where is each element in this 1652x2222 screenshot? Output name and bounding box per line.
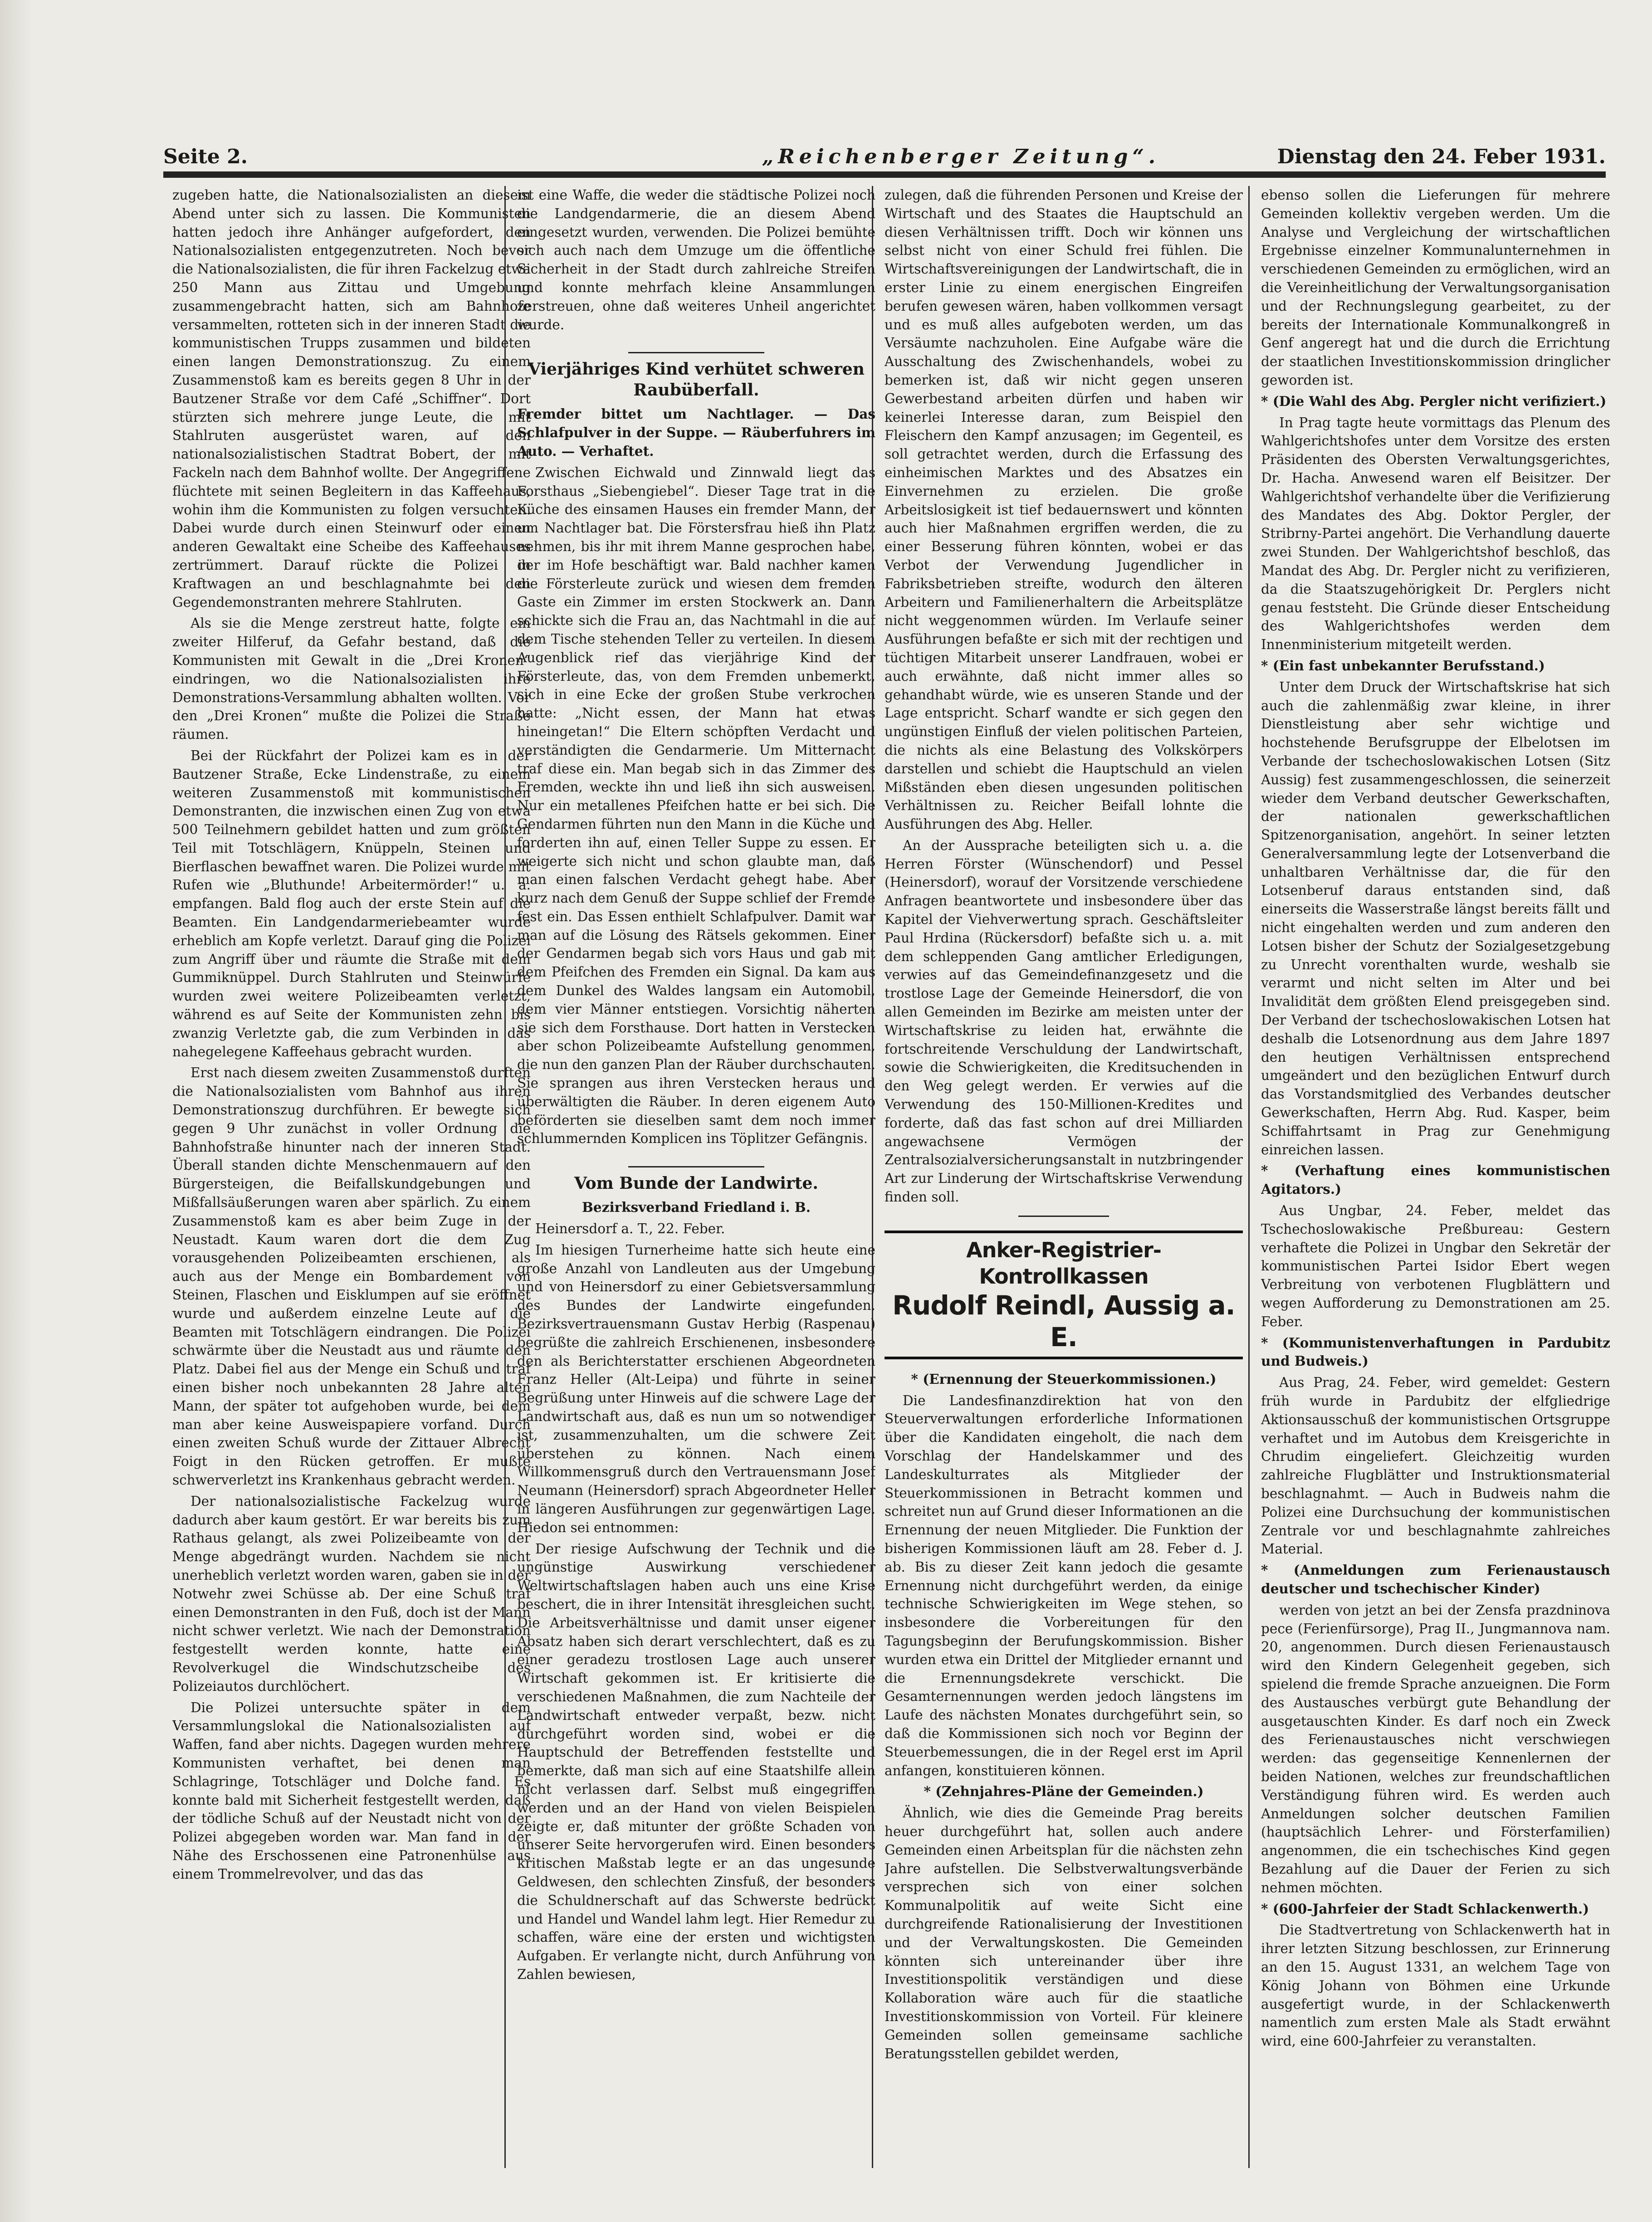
article-paragraph: Zwischen Eichwald und Zinnwald liegt das Forsthaus „Siebengiebel“. Dieser Tage trat in die Küche des einsamen Hauses ein fremder Mann, der um Nachtlager bat. Die Förstersfrau hieß ihn Platz nehmen, bis ihr mit ihrem Manne gesprochen habe, der im Hofe beschäftigt war. Bald nachher kamen die Försterleute zurück und wiesen dem fremden Gaste ein Zimmer im ersten Stockwerk an. Dann schickte sich die Frau an, das Nachtmahl in die auf dem Tische stehenden Teller zu verteilen. In diesem Augenblick rief das vierjährige Kind der Försterleute, das, von dem Fremden unbemerkt, sich in eine Ecke der großen Stube verkrochen hatte: „Nicht essen, der Mann hat etwas hineingetan!“ Die Eltern schöpften Verdacht und verständigten die Gendarmerie. Um Mitternacht traf diese ein. Man begab sich in das Zimmer des Fremden, weckte ihn und ließ ihn sich ausweisen. Nur ein metallenes Pfeifchen hatte er bei sich. Die Gendarmen führten nun den Mann in die Küche und forderten ihn auf, einen Teller Suppe zu essen. Er weigerte sich nicht und schon glaubte man, daß man einen falschen Verdacht gehegt habe. Aber kurz nach dem Genuß der Suppe schlief der Fremde fest ein. Das Essen enthielt Schlafpulver. Damit war man auf die Lösung des Rätsels gekommen. Einer der Gendarmen begab sich vors Haus und gab mit dem Pfeifchen des Fremden ein Signal. Da kam aus dem Dunkel des Waldes langsam ein Automobil, dem vier Männer entstiegen. Vorsichtig näherten sie sich dem Forsthause. Dort hatten in Verstecken aber schon Polizeibeamte Aufstellung genommen, die nun den ganzen Plan der Räuber durchschauten. Sie sprangen aus ihren Verstecken heraus und überwältigten die Räuber. In deren eigenem Auto beförderten sie dieselben samt dem noch immer schlummernden Komplicen ins Töplitzer Gefängnis. — [517, 464, 875, 1147]
column-1 — [172, 186, 531, 2159]
news-heading: * (Kommunistenverhaftungen in Pardubitz und Budweis.) — [1261, 1334, 1610, 1369]
article-paragraph: In Prag tagte heute vormittags das Plenum des Wahlgerichtshofes unter dem Vorsitze des ersten Präsidenten des Obersten Verwaltungsgerichtes, Dr. Hacha. Anwesend waren elf Beisitzer. Der Wahlgerichtshof verhandelte über die Verifizierung des Mandates des Abg. Doktor Pergler, der Stribrny-Partei angehört. Die Verhandlung dauerte zwei Stunden. Der Wahlgerichtshof beschloß, das Mandat des Abg. Dr. Pergler nicht zu verifizieren, da die Staatszugehörigkeit Dr. Perglers nicht genau feststeht. Die Gründe dieser Entscheidung des Wahlgerichtshofes werden dem Innenministerium mitgeteilt werden. — [1261, 415, 1610, 653]
news-heading: * (Zehnjahres-Pläne der Gemeinden.) — [924, 1783, 1204, 1800]
section-divider — [1018, 1216, 1109, 1217]
heading-rule — [628, 352, 764, 353]
news-heading: * (600-Jahrfeier der Stadt Schlackenwerth.) — [1261, 1900, 1589, 1917]
article-paragraph: Aus Prag, 24. Feber, wird gemeldet: Gestern früh wurde in Pardubitz der elfgliedrige Aktionsausschuß der kommunistischen Ortsgruppe verhaftet und im Autobus dem Kreisgerichte in Chrudim eingeliefert. Gleichzeitig wurden zahlreiche Flugblätter und Instruktionsmaterial beschlagnahmt. — Auch in Budweis nahm die Polizei eine Durchsuchung der kommunistischen Zentrale vor und beschlagnahmte zahlreiches Material. — [1261, 1375, 1610, 1557]
article-paragraph: ebenso sollen die Lieferungen für mehrere Gemeinden kollektiv vergeben werden. Um die Analyse und Vergleichung der wirtschaftlichen Ergebnisse einzelner Kommunalunternehmen in verschiedenen Gemeinden zu ermöglichen, wird an die Vereinheitlichung der Verwaltungsorganisation und der Rechnungslegung gearbeitet, zu der bereits der Internationale Kommunalkongreß in Genf angeregt hat und die durch die Errichtung der staatlichen Investitionskommission dringlicher geworden ist. — [1261, 187, 1610, 388]
article-paragraph: zugeben hatte, die Nationalsozialisten an diesem Abend unter sich zu lassen. Die Kommunisten hatten jedoch ihre Anhänger aufgefordert, den Nationalsozialisten entgegenzutreten. Noch bevor die Nationalsozialisten, die für ihren Fackelzug etwa 250 Mann aus Zittau und Umgebung zusammengebracht hatten, sich am Bahnhofe versammelten, rotteten sich in der inneren Stadt die kommunistischen Trupps zusammen und bildeten einen langen Demonstrationszug. Zu einem Zusammenstoß kam es bereits gegen 8 Uhr in der Bautzener Straße vor dem Café „Schiffner“. Dort stürzten sich mehrere junge Leute, die mit Stahlruten ausgerüstet waren, auf den nationalsozialistischen Stadtrat Bobert, der mit Fackeln nach dem Bahnhof wollte. Der Angegriffene flüchtete mit seinen Begleitern in das Kaffeehaus, wohin ihm die Kommunisten zu folgen versuchten. Dabei wurde durch einen Steinwurf oder einen anderen Gewaltakt eine Scheibe des Kaffeehauses zertrümmert. Darauf rückte die Polizei in Kraftwagen an und beschlagnahmte bei den Gegendemonstranten mehrere Stahlruten. — [172, 187, 531, 610]
ad-line: Rudolf Reindl, Aussig a. E. — [892, 1289, 1235, 1353]
article-paragraph: Unter dem Druck der Wirtschaftskrise hat sich auch die zahlenmäßig zwar kleine, in ihrer Dienstleistung aber sehr wichtige und hochstehende Berufsgruppe der Elbelotsen im Verbande der tschechoslowakischen Lotsen (Sitz Aussig) fest zusammengeschlossen, die seinerzeit wieder dem Verband deutscher Gewerkschaften, der nationalen gewerkschaftlichen Spitzenorganisation, angehört. In seiner letzten Generalversammlung legte der Lotsenverband die unhaltbaren Verhältnisse dar, die für den Lotsenberuf daraus entstanden sind, daß einerseits die Wasserstraße längst bereits fällt und nicht eingehalten werden und zum anderen den Lotsen bisher der Schutz der Sozialgesetzgebung zu Unrecht vorenthalten wurde, weshalb sie verarmt und nicht selten im Alter und bei Invalidität dem größten Elend preisgegeben sind. Der Verband der tschechoslowakischen Lotsen hat deshalb die Lotsenordnung aus dem Jahre 1897 den heutigen Verhältnissen entsprechend umgeändert und den bezüglichen Entwurf durch das Vorstandsmitglied des Verbandes deutscher Gewerkschaften, Herrn Abg. Rud. Kasper, beim Schiffahrtsamt in Prag zur Genehmigung einreichen lassen. — [1261, 679, 1610, 1157]
article-paragraph: Die Polizei untersuchte später in dem Versammlungslokal die Nationalsozialisten auf Waffen, fand aber nichts. Dagegen wurden mehrere Kommunisten verhaftet, bei denen man Schlagringe, Totschläger und Dolche fand. Es konnte bald mit Sicherheit festgestellt werden, daß der tödliche Schuß auf der Neustadt nicht von der Polizei abgegeben worden war. Man fand in der Nähe des Erschossenen eine Patronenhülse aus einem Trommelrevolver, und das das — [172, 1699, 531, 1882]
article-paragraph: An der Aussprache beteiligten sich u. a. die Herren Förster (Wünschendorf) und Pessel (Heinersdorf), worauf der Vorsitzende verschiedene Anfragen beantwortete und insbesondere über das Kapitel der Viehverwertung sprach. Geschäftsleiter Paul Hrdina (Rückersdorf) befaßte sich u. a. mit dem schleppenden Gang amtlicher Erledigungen, verwies auf das Gemeindefinanzgesetz und die trostlose Lage der Gemeinde Heinersdorf, die von allen Gemeinden im Bezirke am meisten unter der Wirtschaftskrise zu leiden hat, erwähnte die fortschreitende Verschuldung der Landwirtschaft, sowie die Schwierigkeiten, die Kreditsuchenden in den Weg gelegt werden. Er verwies auf die Verwendung des 150-Millionen-Kredites und forderte, daß das fast schon auf drei Milliarden angewachsene Vermögen der Zentralsozialversicherungsanstalt in nutzbringender Art zur Linderung der Wirtschaftskrise Verwendung finden soll. — [885, 837, 1243, 1205]
column-4 — [1261, 186, 1610, 2159]
article-subheadline: Fremder bittet um Nachtlager. — Das Schlafpulver in der Suppe. — Räuberfuhrers im Auto. — Verhaftet. — [517, 406, 875, 459]
issue-date: Dienstag den 24. Feber 1931. — [1277, 145, 1606, 168]
dateline: Heinersdorf a. T., 22. Feber. — [535, 1221, 725, 1237]
advertisement — [885, 1231, 1243, 1359]
article-paragraph: zulegen, daß die führenden Personen und Kreise der Wirtschaft und des Staates die Hauptschuld an diesen Verhältnissen trifft. Doch wir können uns selbst nicht von einer Schuld frei fühlen. Die Wirtschaftsvereinigungen der Landwirtschaft, die in erster Linie zu einem energischen Eingreifen berufen gewesen wären, haben vollkommen versagt und es muß alles aufgeboten werden, um das Versäumte nachzuholen. Eine Aufgabe wäre die Ausschaltung des Zwischenhandels, wobei zu bemerken ist, daß wir nicht gegen unseren Gewerbestand arbeiten dürfen und haben wir keinerlei Interesse daran, zum Beispiel den Fleischern den Kampf anzusagen; im Gegenteil, es soll getrachtet werden, durch die Erfassung des einheimischen Marktes und des Absatzes ein Einvernehmen zu erzielen. Die große Arbeitslosigkeit ist tief bedauernswert und könnten auch hier Maßnahmen ergriffen werden, die zu einer Besserung führen könnten, wobei er das Verbot der Verwendung Jugendlicher in Fabriksbetrieben streifte, wodurch den älteren Arbeitern und Familienerhaltern die Arbeitsplätze nicht weggenommen würden. Im Verlaufe seiner Ausführungen befaßte er sich mit der rechtigen und tüchtigen Mitarbeit unserer Landfrauen, wobei er auch erwähnte, daß nicht immer alles so gehandhabt würde, wie es unseren Stande und der Lage entspricht. Scharf wandte er sich gegen den ungünstigen Einfluß der vielen politischen Parteien, die nichts als eine Belastung des Volkskörpers darstellen und schiebt die Hauptschuld an vielen Mißständen eben diesen ungesunden politischen Verhältnissen zu. Reicher Beifall lohnte die Ausführungen des Abg. Heller. — [885, 187, 1243, 832]
ad-line: Anker-Registrier-Kontrollkassen — [966, 1237, 1161, 1289]
headline: Vom Bunde der Landwirte. — [574, 1174, 818, 1193]
news-heading: * (Ernennung der Steuerkommissionen.) — [911, 1371, 1217, 1387]
column-2 — [517, 186, 875, 2159]
article-heading — [517, 1166, 875, 1194]
news-heading: * (Anmeldungen zum Ferienaustausch deutscher und tschechischer Kinder) — [1261, 1562, 1610, 1597]
article-subheadline: Bezirksverband Friedland i. B. — [582, 1199, 811, 1216]
article-paragraph: Aus Ungbar, 24. Feber, meldet das Tschechoslowakische Preßbureau: Gestern verhaftete die Polizei in Ungbar den Sekretär der kommunistischen Partei Isidor Ebert wegen Verbreitung von verbotenen Flugblättern und wegen Aufforderung zu Demonstrationen am 25. Feber. — [1261, 1203, 1610, 1329]
article-paragraph: Die Stadtvertretung von Schlackenwerth hat in ihrer letzten Sitzung beschlossen, zur Erinnerung an den 15. August 1331, an welchem Tage von König Johann von Böhmen eine Urkunde ausgefertigt wurde, in der Schlackenwerth namentlich zum ersten Male als Stadt erwähnt wird, eine 600-Jahrfeier zu veranstalten. — [1261, 1922, 1610, 2049]
column-divider — [1248, 186, 1250, 2168]
article-heading — [517, 352, 875, 400]
article-paragraph: Als sie die Menge zerstreut hatte, folgte ein zweiter Hilferuf, da Gefahr bestand, daß die Kommunisten mit Gewalt in die „Drei Kronen“ eindringen, wo die Nationalsozialisten ihre Demonstrations-Versammlung abhalten wollten. Vor den „Drei Kronen“ mußte die Polizei die Straße räumen. — [172, 615, 531, 742]
column-3 — [885, 186, 1243, 2159]
article-paragraph: Der nationalsozialistische Fackelzug wurde dadurch aber kaum gestört. Er war bereits bis zum Rathaus gelangt, als zwei Polizeibeamte von der Menge abgedrängt wurden. Nachdem sie nicht unerheblich verletzt worden waren, gaben sie in der Notwehr zwei Schüsse ab. Der eine Schuß traf einen Demonstranten in den Fuß, doch ist der Mann nicht schwer verletzt. Wie nach der Demonstration festgestellt werden konnte, hatte eine Revolverkugel die Windschutzscheibe des Polizeiautos durchlöchert. — [172, 1493, 531, 1694]
news-heading: * (Ein fast unbekannter Berufsstand.) — [1261, 657, 1545, 674]
header-rule — [163, 171, 1606, 178]
article-paragraph: Bei der Rückfahrt der Polizei kam es in der Bautzener Straße, Ecke Lindenstraße, zu einem weiteren Zusammenstoß mit kommunistischen Demonstranten, die inzwischen einen Zug von etwa 500 Teilnehmern gebildet hatten und zum größten Teil mit Totschlägern, Knüppeln, Steinen und Bierflaschen bewaffnet waren. Die Polizei wurde mit Rufen wie „Bluthunde! Arbeitermörder!“ u. a. empfangen. Bald flog auch der erste Stein auf die Beamten. Ein Landgendarmeriebeamter wurde erheblich am Kopfe verletzt. Darauf ging die Polizei zum Angriff über und räumte die Straße mit dem Gummiknüppel. Durch Stahlruten und Steinwürfe wurden zwei weitere Polizeibeamten verletzt, während es auf Seite der Kommunisten zehn bis zwanzig Verletzte gab, die zum Verbinden in das nahegelegene Kaffeehaus gebracht wurden. — [172, 747, 531, 1060]
page-edge — [0, 0, 32, 2222]
news-heading: * (Verhaftung eines kommunistischen Agitators.) — [1261, 1162, 1610, 1197]
article-paragraph: Die Landesfinanzdirektion hat von den Steuerverwaltungen erforderliche Informationen über die Kandidaten eingeholt, die nach dem Vorschlag der Handelskammer und des Landeskulturrates als Mitglieder der Steuerkommissionen in Betracht kommen und schreitet nun auf Grund dieser Informationen an die Ernennung der neuen Mitglieder. Die Funktion der bisherigen Kommissionen läuft am 28. Feber d. J. ab. Bis zu dieser Zeit kann jedoch die gesamte Ernennung nicht durchgeführt werden, da einige technische Schwierigkeiten im Wege stehen, so insbesondere die Vorbereitungen für den Tagungsbeginn der Berufungskommission. Bisher wurden etwa ein Drittel der Mitglieder ernannt und die Ernennungsdekrete verschickt. Die Gesamternennungen werden jedoch längstens im Laufe des nächsten Monates durchgeführt sein, so daß die Kommissionen sich noch vor Beginn der Steuerbemessungen, die in der Regel erst im April anfangen, konstituieren können. — [885, 1392, 1243, 1778]
newspaper-title: „Reichenberger Zeitung“. — [762, 145, 1160, 168]
article-paragraph: Im hiesigen Turnerheime hatte sich heute eine große Anzahl von Landleuten aus der Umgebung und von Heinersdorf zu einer Gebietsversammlung des Bundes der Landwirte eingefunden. Bezirksvertrauensmann Gustav Herbig (Raspenau) begrüßte die zahlreich Erschienenen, insbesondere den als Berichterstatter erschienen Abgeordneten Franz Heller (Alt-Leipa) und führte in seiner Begrüßung unter Hinweis auf die schwere Lage der Landwirtschaft aus, daß es nun um so notwendiger ist, zusammenzuhalten, um die schwere Zeit überstehen zu können. Nach einem Willkommensgruß durch den Vertrauensmann Josef Neumann (Heinersdorf) sprach Abgeordneter Heller in längeren Ausführungen zur gegenwärtigen Lage. Hiedon sei entnommen: — [517, 1242, 875, 1535]
news-heading: * (Die Wahl des Abg. Pergler nicht verifiziert.) — [1261, 393, 1607, 409]
heading-rule — [628, 1166, 764, 1167]
article-paragraph: werden von jetzt an bei der Zensfa prazdninova pece (Ferienfürsorge), Prag II., Jungmannova nam. 20, angenommen. Durch diesen Ferienaustausch wird den Kindern Gelegenheit gegeben, sich spielend die fremde Sprache anzueignen. Die Form des Austausches verbürgt gute Behandlung der ausgetauschten Kinder. Es darf noch ein Zweck des Ferienaustausches nicht verschwiegen werden: das gegenseitige Kennenlernen der beiden Nationen, welches zur freundschaftlichen Verständigung führen wird. Es werden auch Anmeldungen solcher deutschen Familien (hauptsächlich Lehrer- und Försterfamilien) angenommen, die ein tschechisches Kind gegen Bezahlung auf die Dauer der Ferien zu sich nehmen möchten. — [1261, 1602, 1610, 1895]
article-paragraph: ist eine Waffe, die weder die städtische Polizei noch die Landgendarmerie, die an diesem Abend eingesetzt wurden, verwenden. Die Polizei bemühte sich auch nach dem Umzuge um die öffentliche Sicherheit in der Stadt durch zahlreiche Streifen und konnte mehrfach kleine Ansammlungen zerstreuen, ohne daß weiteres Unheil angerichtet wurde. — [517, 187, 875, 332]
page-number: Seite 2. — [163, 145, 248, 168]
headline: Vierjähriges Kind verhütet schweren Raubüberfall. — [528, 360, 865, 400]
article-paragraph: Erst nach diesem zweiten Zusammenstoß durften die Nationalsozialisten vom Bahnhof aus ihren Demonstrationszug durchführen. Er bewegte sich gegen 9 Uhr zunächst in voller Ordnung die Bahnhofstraße hinunter nach der inneren Stadt. Überall standen dichte Menschenmauern auf den Bürgersteigen, die Beifallskundgebungen und Mißfallsäußerungen waren aber spärlich. Zu einem Zusammenstoß kam es aber beim Zuge in der Neustadt. Kaum waren dort die dem Zug vorausgehenden Polizeibeamten erschienen, als auch aus der Menge ein Bombardement von Steinen, Flaschen und Eisklumpen auf sie eröffnet wurde und außerdem einzelne Leute auf die Beamten mit Totschlägern eindrangen. Die Polizei schwärmte über die Neustadt aus und räumte den Platz. Dabei fiel aus der Menge ein Schuß und traf einen bisher noch unbekannten 28 Jahre alten Mann, der später tot aufgehoben wurde, bei dem man aber keine Ausweispapiere vorfand. Durch einen zweiten Schuß wurde der Zittauer Albrecht Foigt in den Rücken getroffen. Er mußte schwerverletzt ins Krankenhaus gebracht werden. — [172, 1065, 531, 1488]
article-paragraph: Der riesige Aufschwung der Technik und die ungünstige Auswirkung verschiedener Weltwirtschaftslagen haben auch uns eine Krise beschert, die in ihrer Intensität ihresgleichen sucht. Die Arbeitsverhältnisse und damit unser eigener Absatz haben sich derart verschlechtert, daß es zu einer geradezu trostlosen Lage auch unserer Wirtschaft gekommen ist. Er kritisierte die verschiedenen Maßnahmen, die zum Nachteile der Landwirtschaft entweder verpaßt, bezw. nicht durchgeführt worden sind, wobei er die Hauptschuld der Betreffenden feststellte und bemerkte, daß man sich auf eine Staatshilfe allein nicht verlassen darf. Selbst muß eingegriffen werden und an der Hand von vielen Beispielen zeigte er, daß mitunter der größte Schaden von unserer Seite hervorgerufen wird. Einen besonders kritischen Maßstab legte er an das ungesunde Geldwesen, den schlechten Zinsfuß, der besonders die Schuldnerschaft auf das Schwerste bedrückt und Handel und Wandel lahm legt. Hier Remedur zu schaffen, wäre eine der ersten und wichtigsten Aufgaben. Er verlangte nicht, durch Anführung von Zahlen bewiesen, — [517, 1541, 875, 1982]
article-paragraph: Ähnlich, wie dies die Gemeinde Prag bereits heuer durchgeführt hat, sollen auch andere Gemeinden einen Arbeitsplan für die nächsten zehn Jahre aufstellen. Die Selbstverwaltungsverbände versprechen sich von einer solchen Kommunalpolitik auf weite Sicht eine durchgreifende Rationalisierung der Investitionen und der Verwaltungskosten. Die Gemeinden könnten sich untereinander über ihre Investitionspolitik verständigen und diese Kollaboration wäre auch für die staatliche Investitionskommission von Vorteil. Für kleinere Gemeinden sollen gemeinsame sachliche Beratungsstellen gebildet werden, — [885, 1805, 1243, 2061]
